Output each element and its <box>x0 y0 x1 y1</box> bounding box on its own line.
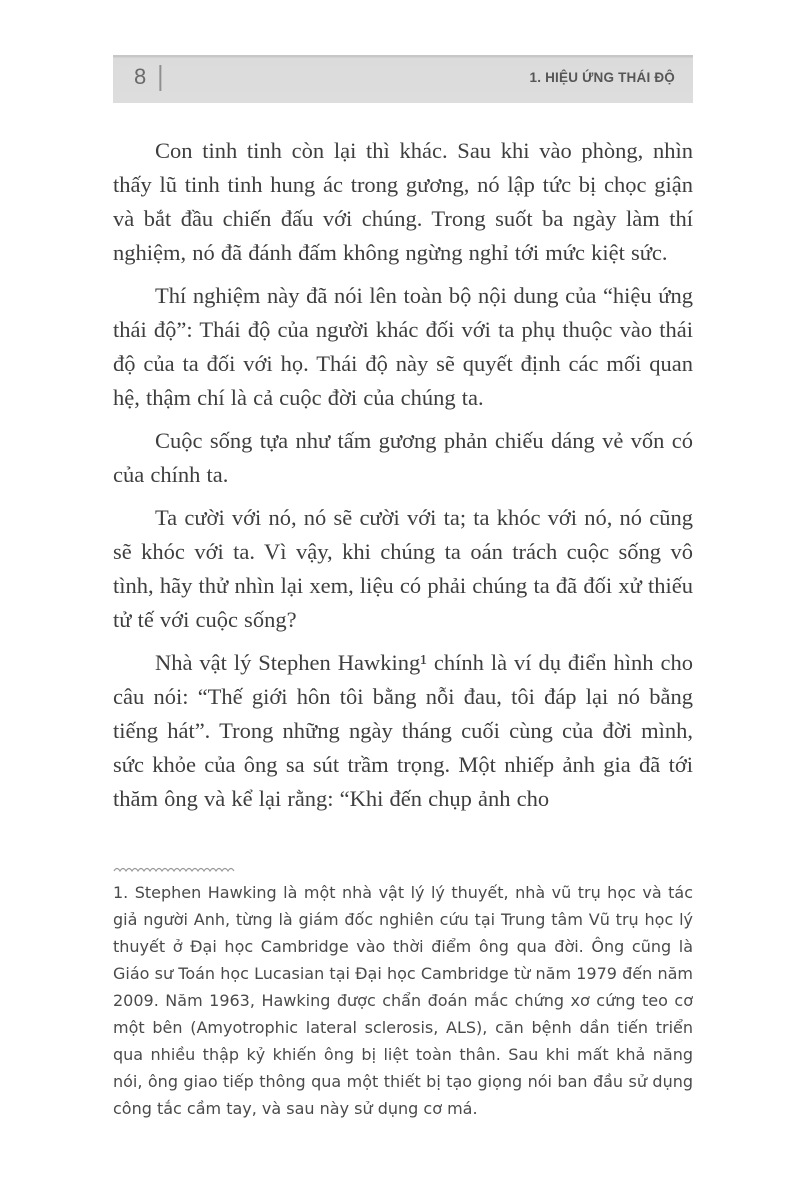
paragraph: Con tinh tinh còn lại thì khác. Sau khi vào phòng, nhìn thấy lũ tinh tinh hung ác trong gương, nó lập tức bị chọc giận và bắt đầu chiến đấu với chúng. Trong suốt ba ngày làm thí nghiệm, nó đã đánh đấm không ngừng nghỉ tới mức kiệt sức. <box>113 138 693 265</box>
paragraph: Thí nghiệm này đã nói lên toàn bộ nội dung của “hiệu ứng thái độ”: Thái độ của người khác đối với ta phụ thuộc vào thái độ của ta đối với họ. Thái độ này sẽ quyết định các mối quan hệ, thậm chí là cả cuộc đời của chúng ta. <box>113 283 693 410</box>
footnote-separator-wave-icon <box>113 866 235 874</box>
paragraph: Nhà vật lý Stephen Hawking¹ chính là ví dụ điển hình cho câu nói: “Thế giới hôn tôi bằng nỗi đau, tôi đáp lại nó bằng tiếng hát”. Trong những ngày tháng cuối cùng của đời mình, sức khỏe của ông sa sút trầm trọng. Một nhiếp ảnh gia đã tới thăm ông và kể lại rằng: “Khi đến chụp ảnh cho <box>113 650 693 811</box>
paragraph-list <box>113 134 693 816</box>
body-text <box>113 134 693 825</box>
footnote-text: 1. Stephen Hawking là một nhà vật lý lý thuyết, nhà vũ trụ học và tác giả người Anh, từng là giám đốc nghiên cứu tại Trung tâm Vũ trụ học lý thuyết ở Đại học Cambridge vào thời điểm ông qua đời. Ông cũng là Giáo sư Toán học Lucasian tại Đại học Cambridge từ năm 1979 đến năm 2009. Năm 1963, Hawking được chẩn đoán mắc chứng xơ cứng teo cơ một bên (Amyotrophic lateral sclerosis, ALS), căn bệnh dần tiến triển qua nhiều thập kỷ khiến ông bị liệt toàn thân. Sau khi mất khả năng nói, ông giao tiếp thông qua một thiết bị tạo giọng nói ban đầu sử dụng công tắc cầm tay, và sau này sử dụng cơ má. <box>113 883 693 1118</box>
page-number-group <box>134 60 164 92</box>
footnote-area <box>113 866 693 1122</box>
page-number: 8 <box>134 64 147 89</box>
chapter-title: 1. HIỆU ỨNG THÁI ĐỘ <box>529 69 675 85</box>
page-number-divider: | <box>157 60 164 92</box>
paragraph: Ta cười với nó, nó sẽ cười với ta; ta khóc với nó, nó cũng sẽ khóc với ta. Vì vậy, khi chúng ta oán trách cuộc sống vô tình, hãy thử nhìn lại xem, liệu có phải chúng ta đã đối xử thiếu tử tế với cuộc sống? <box>113 505 693 632</box>
header-zigzag-edge <box>113 99 693 103</box>
page-header <box>113 55 693 99</box>
paragraph: Cuộc sống tựa như tấm gương phản chiếu dáng vẻ vốn có của chính ta. <box>113 428 693 487</box>
